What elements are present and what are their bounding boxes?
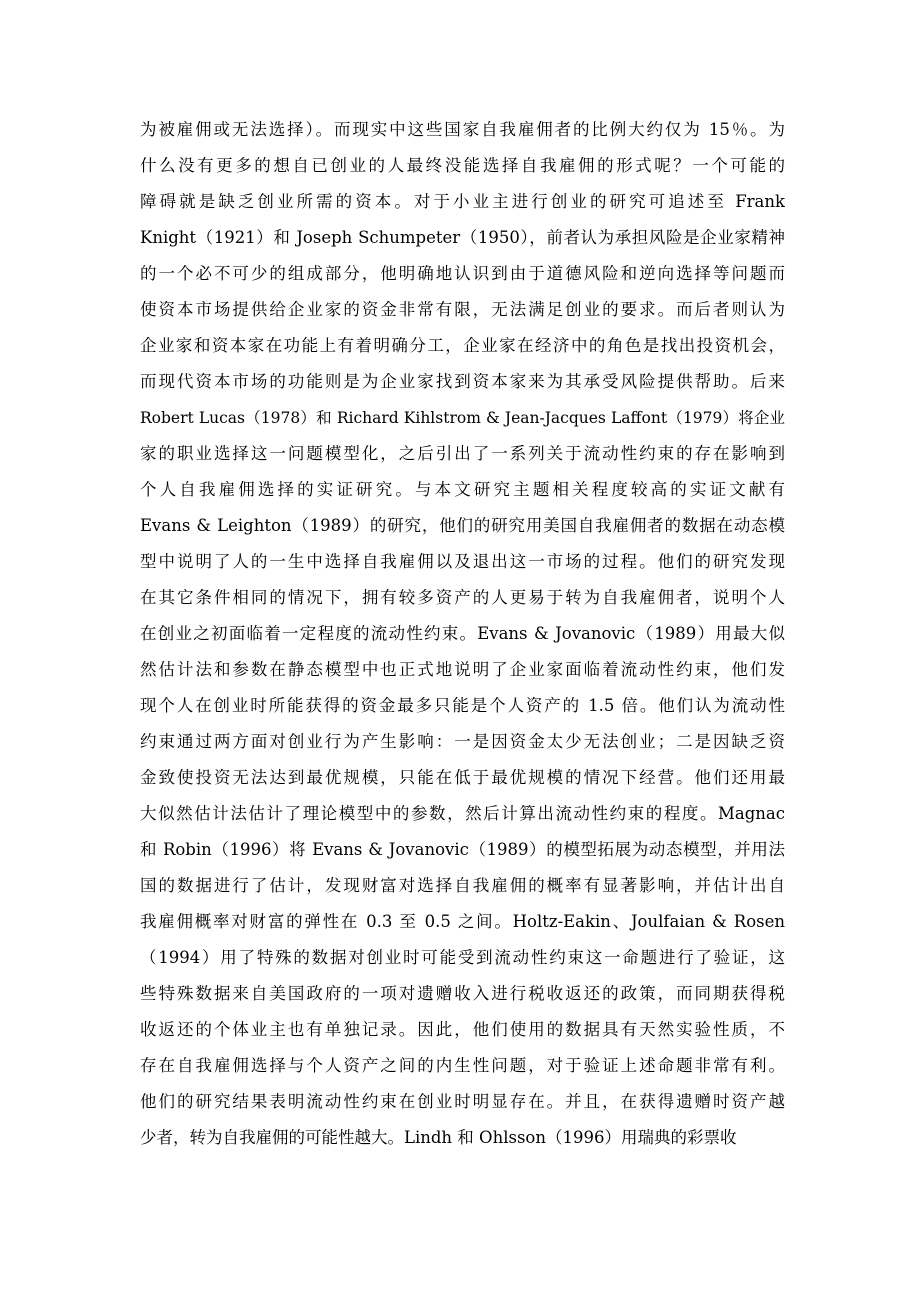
text-line: 然估计法和参数在静态模型中也正式地说明了企业家面临着流动性约束，他们发 xyxy=(140,660,785,679)
text-line: 个人自我雇佣选择的实证研究。与本文研究主题相关程度较高的实证文献有 xyxy=(140,480,785,499)
text-line: 而现代资本市场的功能则是为企业家找到资本家来为其承受风险提供帮助。后来 xyxy=(140,372,785,391)
text-line: Robert Lucas（1978）和 Richard Kihlstrom & Jean-Jacques Laffont（1979）将企业 xyxy=(140,409,785,427)
text-line: 使资本市场提供给企业家的资金非常有限，无法满足创业的要求。而后者则认为 xyxy=(140,300,785,319)
text-line: Knight（1921）和 Joseph Schumpeter（1950），前者认为承担风险是企业家精神 xyxy=(140,228,785,247)
text-line: （1994）用了特殊的数据对创业时可能受到流动性约束这一命题进行了验证，这 xyxy=(140,948,785,967)
text-line: 障碍就是缺乏创业所需的资本。对于小业主进行创业的研究可追述至 Frank xyxy=(140,192,785,211)
text-line: 存在自我雇佣选择与个人资产之间的内生性问题，对于验证上述命题非常有利。 xyxy=(140,1056,785,1075)
text-line: 收返还的个体业主也有单独记录。因此，他们使用的数据具有天然实验性质，不 xyxy=(140,1020,785,1039)
text-line: 国的数据进行了估计，发现财富对选择自我雇佣的概率有显著影响，并估计出自 xyxy=(140,876,785,895)
text-line: 在其它条件相同的情况下，拥有较多资产的人更易于转为自我雇佣者，说明个人 xyxy=(140,588,785,607)
text-line: 型中说明了人的一生中选择自我雇佣以及退出这一市场的过程。他们的研究发现 xyxy=(140,552,785,571)
text-line: 在创业之初面临着一定程度的流动性约束。Evans & Jovanovic（1989）用最大似 xyxy=(140,624,785,643)
text-line: 的一个必不可少的组成部分，他明确地认识到由于道德风险和逆向选择等问题而 xyxy=(140,264,785,283)
text-line: 企业家和资本家在功能上有着明确分工，企业家在经济中的角色是找出投资机会， xyxy=(140,336,785,355)
text-line: 大似然估计法估计了理论模型中的参数，然后计算出流动性约束的程度。Magnac xyxy=(140,804,785,823)
text-line: 和 Robin（1996）将 Evans & Jovanovic（1989）的模型拓展为动态模型，并用法 xyxy=(140,840,785,859)
body-paragraph xyxy=(140,112,785,1156)
text-line: 约束通过两方面对创业行为产生影响：一是因资金太少无法创业；二是因缺乏资 xyxy=(140,732,785,751)
text-line: 为被雇佣或无法选择）。而现实中这些国家自我雇佣者的比例大约仅为 15％。为 xyxy=(140,120,785,139)
text-line: 些特殊数据来自美国政府的一项对遗赠收入进行税收返还的政策，而同期获得税 xyxy=(140,984,785,1003)
text-line: Evans & Leighton（1989）的研究，他们的研究用美国自我雇佣者的数据在动态模 xyxy=(140,516,785,535)
text-line: 我雇佣概率对财富的弹性在 0.3 至 0.5 之间。Holtz-Eakin、Joulfaian & Rosen xyxy=(140,912,785,931)
text-line: 现个人在创业时所能获得的资金最多只能是个人资产的 1.5 倍。他们认为流动性 xyxy=(140,696,785,715)
text-line: 他们的研究结果表明流动性约束在创业时明显存在。并且，在获得遗赠时资产越 xyxy=(140,1092,785,1111)
text-line: 家的职业选择这一问题模型化，之后引出了一系列关于流动性约束的存在影响到 xyxy=(140,444,785,463)
text-line: 金致使投资无法达到最优规模，只能在低于最优规模的情况下经营。他们还用最 xyxy=(140,768,785,787)
text-line: 什么没有更多的想自已创业的人最终没能选择自我雇佣的形式呢？一个可能的 xyxy=(140,156,785,175)
text-line: 少者，转为自我雇佣的可能性越大。Lindh 和 Ohlsson（1996）用瑞典的彩票收 xyxy=(140,1128,737,1147)
